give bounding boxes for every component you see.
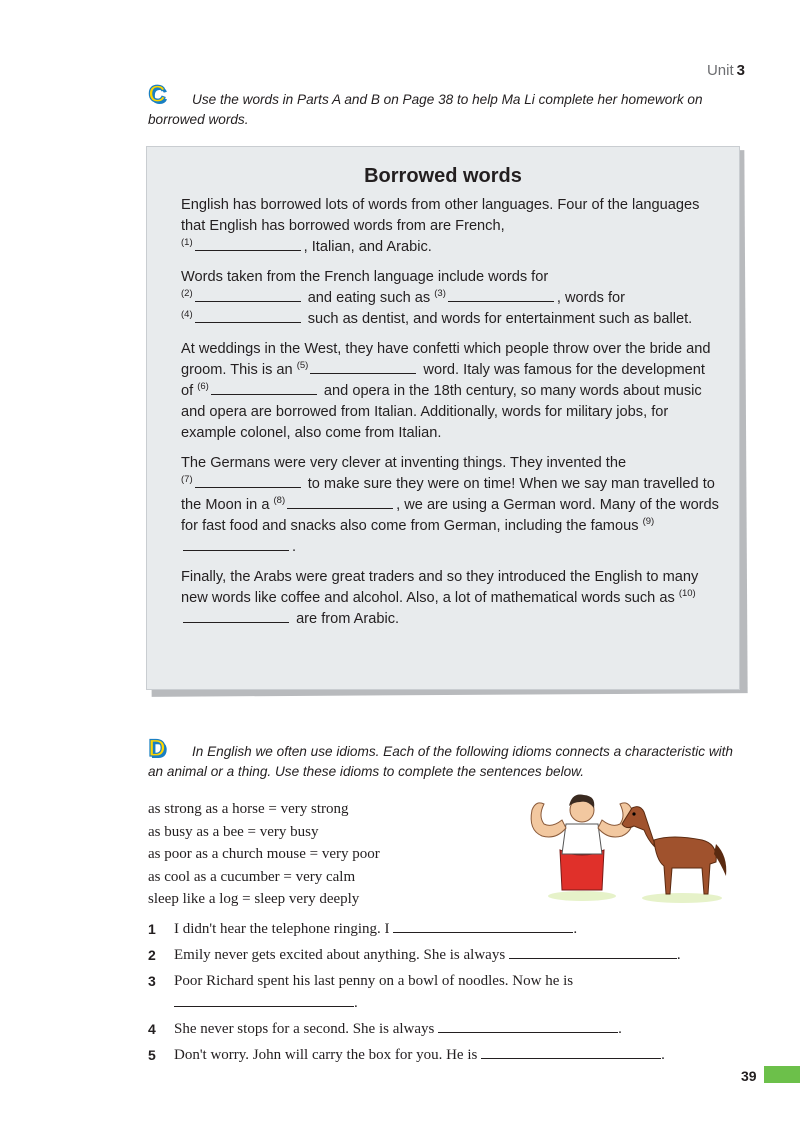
blank-6[interactable] xyxy=(211,381,317,395)
blank-number-8: (8) xyxy=(273,495,286,507)
blank-number-2: (2) xyxy=(181,288,193,300)
p5-text-b: are from Arabic. xyxy=(296,611,400,627)
blank-number-9: (9) xyxy=(642,516,655,528)
blank-9[interactable] xyxy=(183,537,289,551)
sentence-number: 3 xyxy=(148,973,156,989)
p4-text-b: to make sure they were on time! When we say man travelled to the Moon in a xyxy=(181,476,715,513)
p4-text-a: The Germans were very clever at inventing things. They invented the xyxy=(181,455,627,471)
blank-10[interactable] xyxy=(183,609,289,623)
sentence-text: Don't worry. John will carry the box for you. He is xyxy=(174,1047,478,1063)
section-d-badge: D xyxy=(148,735,166,762)
section-c-badge: C xyxy=(148,81,166,108)
blank-number-5: (5) xyxy=(296,360,309,372)
unit-number: 3 xyxy=(736,62,745,79)
card-title: Borrowed words xyxy=(364,165,522,187)
blank-number-7: (7) xyxy=(181,474,193,486)
p2-text-a: Words taken from the French language include words for xyxy=(181,269,549,285)
blank-8[interactable] xyxy=(287,495,393,509)
paragraph-3 xyxy=(181,339,721,444)
sentence-blank[interactable] xyxy=(509,944,677,959)
blank-7[interactable] xyxy=(195,474,301,488)
borrowed-words-card xyxy=(146,146,740,690)
sentence-blank[interactable] xyxy=(481,1044,661,1059)
strongman-figure xyxy=(531,794,633,901)
blank-5[interactable] xyxy=(310,360,416,374)
sentence-text: I didn't hear the telephone ringing. I xyxy=(174,921,390,937)
section-c-instruction: Use the words in Parts A and B on Page 38 to help Ma Li complete her homework on borrowed words. xyxy=(148,92,703,127)
blank-number-1: (1) xyxy=(181,237,193,249)
sentence-text: Poor Richard spent his last penny on a bowl of noodles. Now he is xyxy=(174,973,574,989)
sentence-number: 5 xyxy=(148,1047,156,1063)
horse-figure xyxy=(622,807,726,903)
blank-number-10: (10) xyxy=(678,588,696,600)
section-d-instruction: In English we often use idioms. Each of the following idioms connects a characteristic with an animal or a thing. Use these idioms to complete the sentences below. xyxy=(148,744,733,779)
strongman-and-horse-illustration xyxy=(522,790,734,906)
blank-4[interactable] xyxy=(195,309,301,323)
sentence-blank[interactable] xyxy=(174,992,354,1007)
sentence-text: Emily never gets excited about anything. She is always xyxy=(174,947,506,963)
p1-text-a: English has borrowed lots of words from other languages. Four of the languages that English has borrowed words from are French, xyxy=(181,197,700,234)
idiom-item: as poor as a church mouse = very poor xyxy=(148,846,380,862)
p3-text-b: word. Italy was famous for the development of xyxy=(181,362,705,399)
idiom-item: sleep like a log = sleep very deeply xyxy=(148,891,360,907)
p3-text-c: and opera in the 18th century, so many words about music and opera are borrowed from Italian. Additionally, words for military jobs, for example colonel, also come from Italian. xyxy=(181,383,702,441)
blank-3[interactable] xyxy=(448,288,554,302)
p4-text-c: , we are using a German word. Many of the words for fast food and snacks also come from German, including the famous xyxy=(181,497,719,534)
p1-text-b: , Italian, and Arabic. xyxy=(303,239,432,255)
p2-text-d: such as dentist, and words for entertainment such as ballet. xyxy=(307,311,693,327)
paragraph-2 xyxy=(181,267,721,330)
sentence-text: She never stops for a second. She is always xyxy=(174,1021,435,1037)
sentence-end: . xyxy=(618,1021,622,1037)
sentence-item xyxy=(148,1044,748,1066)
paragraph-4 xyxy=(181,453,721,558)
p2-text-b: and eating such as xyxy=(307,290,431,306)
idiom-item: as busy as a bee = very busy xyxy=(148,823,319,840)
sentence-number: 1 xyxy=(148,921,156,937)
sentence-blank[interactable] xyxy=(393,918,573,933)
sentence-end: . xyxy=(661,1047,665,1063)
sentence-list xyxy=(148,918,748,1070)
unit-label xyxy=(707,62,745,79)
p3-text-a: At weddings in the West, they have confetti which people throw over the bride and groom. This is an xyxy=(181,341,711,378)
paragraph-5 xyxy=(181,567,721,630)
sentence-number: 2 xyxy=(148,947,156,963)
p2-text-c: , words for xyxy=(556,290,626,306)
unit-word: Unit xyxy=(706,62,734,79)
sentence-item xyxy=(148,918,748,940)
p5-text-a: Finally, the Arabs were great traders and so they introduced the English to many new words like coffee and alcohol. Also, a lot of mathematical words such as xyxy=(181,569,699,606)
card-body xyxy=(181,195,721,639)
blank-2[interactable] xyxy=(195,288,301,302)
idiom-list xyxy=(148,798,380,911)
sentence-end: . xyxy=(573,921,578,937)
blank-number-6: (6) xyxy=(197,381,209,393)
blank-number-4: (4) xyxy=(181,309,193,321)
sentence-item xyxy=(148,1018,748,1040)
idiom-item: as cool as a cucumber = very calm xyxy=(148,868,356,885)
sentence-item xyxy=(148,970,748,1014)
page-number: 39 xyxy=(741,1068,757,1084)
blank-1[interactable] xyxy=(195,237,301,251)
sentence-end: . xyxy=(676,947,681,963)
paragraph-1 xyxy=(181,195,721,258)
sentence-item xyxy=(148,944,748,966)
sentence-number: 4 xyxy=(148,1021,156,1037)
idiom-item: as strong as a horse = very strong xyxy=(148,801,349,817)
sentence-end: . xyxy=(354,995,358,1011)
page-color-bar xyxy=(764,1066,800,1083)
blank-number-3: (3) xyxy=(434,288,446,300)
sentence-blank[interactable] xyxy=(438,1018,618,1033)
p4-text-d: . xyxy=(292,539,297,555)
